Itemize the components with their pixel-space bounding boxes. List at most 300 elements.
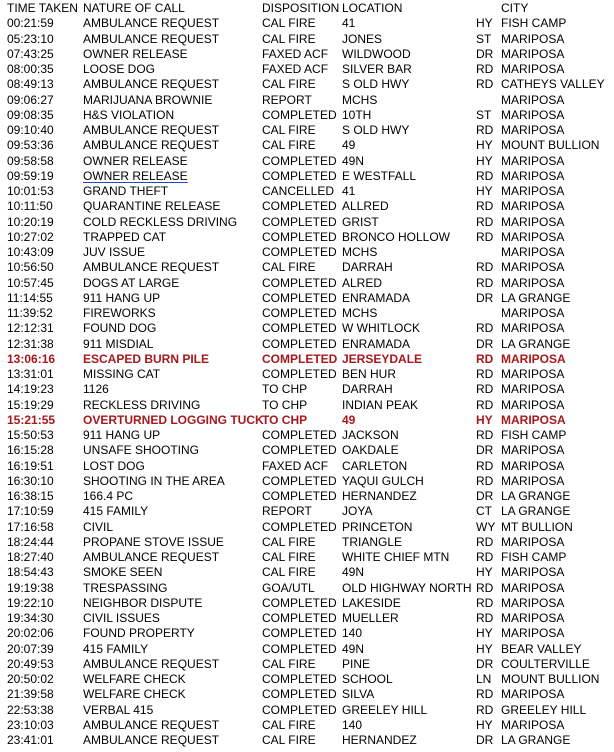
table-row xyxy=(7,398,612,413)
cell-time: 18:54:43 xyxy=(7,565,54,580)
cell-nature: 1126 xyxy=(83,382,109,397)
cell-city: MARIPOSA xyxy=(501,62,565,76)
table-row xyxy=(7,199,612,214)
cell-suffix: RD xyxy=(476,473,494,488)
cell-city: MARIPOSA xyxy=(501,397,565,412)
cell-time: 13:06:16 xyxy=(7,351,56,366)
cell-nature: GRAND THEFT xyxy=(83,184,169,198)
cell-location: 41 xyxy=(342,184,356,198)
table-row xyxy=(7,352,612,367)
cell-time: 09:10:40 xyxy=(7,123,54,137)
cell-location: MUELLER xyxy=(342,611,399,625)
cell-city: MARIPOSA xyxy=(501,153,565,168)
table-row xyxy=(7,291,612,306)
table-row xyxy=(7,565,612,580)
cell-nature: WELFARE CHECK xyxy=(83,672,186,686)
cell-city: MARIPOSA xyxy=(501,565,565,580)
cell-disposition: CAL FIRE xyxy=(262,123,316,137)
table-row xyxy=(7,337,612,352)
cell-location: 41 xyxy=(342,16,356,31)
cell-city: LA GRANGE xyxy=(501,336,571,351)
table-row xyxy=(7,367,612,382)
cell-nature: 911 MISDIAL xyxy=(83,336,154,351)
cell-city: MARIPOSA xyxy=(501,443,565,458)
cell-suffix: LN xyxy=(476,672,492,686)
cell-suffix: CT xyxy=(476,504,492,519)
cell-city: MARIPOSA xyxy=(501,107,565,122)
cell-disposition: COMPLETED xyxy=(262,519,337,534)
cell-suffix: RD xyxy=(476,62,494,76)
table-row xyxy=(7,154,612,169)
cell-nature: OWNER RELEASE xyxy=(83,46,188,61)
cell-city: MARIPOSA xyxy=(501,214,565,229)
cell-nature: AMBULANCE REQUEST xyxy=(83,733,220,747)
cell-nature: H&S VIOLATION xyxy=(83,107,175,122)
cell-city: LA GRANGE xyxy=(501,733,571,747)
cell-disposition: COMPLETED xyxy=(262,336,337,351)
cell-time: 19:19:38 xyxy=(7,580,54,595)
cell-disposition: COMPLETED xyxy=(262,153,337,168)
cell-suffix: ST xyxy=(476,31,492,46)
cell-location: MCHS xyxy=(342,92,378,107)
cell-city: LA GRANGE xyxy=(501,489,571,503)
cell-time: 11:39:52 xyxy=(7,306,53,320)
table-row xyxy=(7,520,612,535)
cell-disposition: REPORT xyxy=(262,92,312,107)
cell-suffix: RD xyxy=(476,397,494,412)
cell-disposition: COMPLETED xyxy=(262,611,337,625)
cell-city: MARIPOSA xyxy=(501,31,565,46)
call-log-table xyxy=(7,1,612,748)
cell-location: ALLRED xyxy=(342,199,389,214)
table-row xyxy=(7,687,612,702)
cell-nature: 415 FAMILY xyxy=(83,641,149,656)
cell-suffix: DR xyxy=(476,336,494,351)
cell-time: 22:53:38 xyxy=(7,702,54,717)
cell-suffix: RD xyxy=(476,702,494,717)
table-row xyxy=(7,123,612,138)
cell-location: GREELEY HILL xyxy=(342,702,428,717)
table-row xyxy=(7,215,612,230)
table-row xyxy=(7,382,612,397)
table-row xyxy=(7,230,612,245)
cell-suffix: HY xyxy=(476,717,493,732)
cell-disposition: CAL FIRE xyxy=(262,733,316,747)
table-row xyxy=(7,581,612,596)
cell-suffix: RD xyxy=(476,123,494,137)
cell-disposition: COMPLETED xyxy=(262,107,337,122)
cell-suffix: RD xyxy=(476,687,494,702)
table-row xyxy=(7,93,612,108)
cell-time: 15:50:53 xyxy=(7,428,54,442)
cell-nature: WELFARE CHECK xyxy=(83,687,186,702)
cell-disposition: COMPLETED xyxy=(262,367,337,381)
cell-city: MARIPOSA xyxy=(501,687,565,702)
cell-suffix: RD xyxy=(476,275,494,290)
cell-city: MARIPOSA xyxy=(501,321,565,336)
cell-disposition: CAL FIRE xyxy=(262,717,316,732)
cell-city: FISH CAMP xyxy=(501,428,567,442)
cell-suffix: RD xyxy=(476,229,494,244)
cell-location: LAKESIDE xyxy=(342,595,401,610)
cell-location: PRINCETON xyxy=(342,519,413,534)
cell-disposition: TO CHP xyxy=(262,382,308,397)
cell-disposition: COMPLETED xyxy=(262,351,338,366)
cell-time: 10:11:50 xyxy=(7,199,53,214)
cell-nature: TRESPASSING xyxy=(83,580,168,595)
cell-suffix: WY xyxy=(476,519,496,534)
table-row xyxy=(7,703,612,718)
cell-location: 49 xyxy=(342,412,356,427)
cell-city: MARIPOSA xyxy=(501,306,565,320)
cell-location: S OLD HWY xyxy=(342,123,410,137)
table-row xyxy=(7,47,612,62)
cell-time: 08:49:13 xyxy=(7,77,54,92)
cell-disposition: COMPLETED xyxy=(262,229,337,244)
cell-nature: LOOSE DOG xyxy=(83,62,156,76)
cell-time: 13:31:01 xyxy=(7,367,54,381)
header-disposition: DISPOSITION xyxy=(262,1,340,15)
cell-disposition: COMPLETED xyxy=(262,641,337,656)
cell-nature: RECKLESS DRIVING xyxy=(83,397,201,412)
cell-location: 49N xyxy=(342,153,365,168)
cell-location: 49N xyxy=(342,641,365,656)
cell-city: MARIPOSA xyxy=(501,580,565,595)
table-row xyxy=(7,718,612,733)
cell-city: MARIPOSA xyxy=(501,245,565,259)
cell-location: OAKDALE xyxy=(342,443,399,458)
cell-nature: AMBULANCE REQUEST xyxy=(83,77,220,92)
table-row xyxy=(7,77,612,92)
cell-location: E WESTFALL xyxy=(342,168,417,183)
cell-location: JERSEYDALE xyxy=(342,351,423,366)
table-row xyxy=(7,16,612,31)
cell-city: MARIPOSA xyxy=(501,412,566,427)
cell-time: 16:15:28 xyxy=(7,443,54,458)
cell-location: CARLETON xyxy=(342,458,408,473)
cell-suffix: RD xyxy=(476,428,494,442)
cell-location: HERNANDEZ xyxy=(342,489,417,503)
cell-disposition: COMPLETED xyxy=(262,290,337,305)
table-row xyxy=(7,245,612,260)
cell-time: 07:43:25 xyxy=(7,46,54,61)
cell-city: MOUNT BULLION xyxy=(501,672,600,686)
cell-city: MARIPOSA xyxy=(501,367,565,381)
cell-suffix: HY xyxy=(476,565,493,580)
table-row xyxy=(7,642,612,657)
cell-suffix: DR xyxy=(476,656,494,671)
cell-location: 49N xyxy=(342,565,365,580)
cell-nature: 166.4 PC xyxy=(83,489,134,503)
cell-location: OLD HIGHWAY NORTH xyxy=(342,580,472,595)
cell-location: GRIST xyxy=(342,214,379,229)
cell-location: SILVA xyxy=(342,687,375,702)
cell-location: SILVER BAR xyxy=(342,62,412,76)
cell-disposition: FAXED ACF xyxy=(262,46,329,61)
cell-nature: SHOOTING IN THE AREA xyxy=(83,473,225,488)
cell-disposition: COMPLETED xyxy=(262,168,337,183)
cell-nature: PROPANE STOVE ISSUE xyxy=(83,534,224,549)
cell-disposition: TO CHP xyxy=(262,397,308,412)
cell-city: CATHEYS VALLEY xyxy=(501,77,605,92)
cell-disposition: CAL FIRE xyxy=(262,16,316,31)
cell-time: 21:39:58 xyxy=(7,687,54,702)
cell-suffix: ST xyxy=(476,107,492,122)
cell-nature: AMBULANCE REQUEST xyxy=(83,656,220,671)
cell-location: WHITE CHIEF MTN xyxy=(342,550,450,564)
cell-nature: OWNER RELEASE xyxy=(83,168,188,183)
cell-time: 17:10:59 xyxy=(7,504,54,519)
table-row xyxy=(7,321,612,336)
cell-suffix: RD xyxy=(476,168,494,183)
cell-location: BEN HUR xyxy=(342,367,397,381)
cell-disposition: CAL FIRE xyxy=(262,656,316,671)
cell-disposition: COMPLETED xyxy=(262,672,337,686)
header-city: CITY xyxy=(501,1,529,15)
cell-nature: 911 HANG UP xyxy=(83,290,161,305)
cell-time: 12:31:38 xyxy=(7,336,54,351)
cell-city: FISH CAMP xyxy=(501,550,567,564)
cell-disposition: COMPLETED xyxy=(262,595,337,610)
cell-location: DARRAH xyxy=(342,382,393,397)
cell-suffix: DR xyxy=(476,46,494,61)
cell-nature: AMBULANCE REQUEST xyxy=(83,31,220,46)
table-row xyxy=(7,169,612,184)
cell-time: 10:20:19 xyxy=(7,214,54,229)
cell-suffix: HY xyxy=(476,626,493,641)
cell-nature: FOUND PROPERTY xyxy=(83,626,195,641)
header-time: TIME TAKEN xyxy=(7,1,78,15)
table-row xyxy=(7,672,612,687)
cell-disposition: CAL FIRE xyxy=(262,550,316,564)
cell-time: 15:19:29 xyxy=(7,397,54,412)
cell-suffix: HY xyxy=(476,641,493,656)
cell-time: 10:01:53 xyxy=(7,184,54,198)
cell-disposition: COMPLETED xyxy=(262,443,337,458)
cell-location: INDIAN PEAK xyxy=(342,397,419,412)
cell-nature: MARIJUANA BROWNIE xyxy=(83,92,213,107)
cell-suffix: DR xyxy=(476,733,494,747)
cell-city: MARIPOSA xyxy=(501,382,565,397)
cell-disposition: COMPLETED xyxy=(262,245,337,259)
cell-city: MARIPOSA xyxy=(501,123,565,137)
cell-nature: OWNER RELEASE xyxy=(83,153,188,168)
cell-disposition: CANCELLED xyxy=(262,184,335,198)
cell-disposition: COMPLETED xyxy=(262,702,337,717)
cell-suffix: HY xyxy=(476,16,493,31)
cell-city: MARIPOSA xyxy=(501,46,565,61)
cell-disposition: CAL FIRE xyxy=(262,565,316,580)
cell-disposition: COMPLETED xyxy=(262,626,337,641)
cell-suffix: DR xyxy=(476,489,494,503)
cell-suffix: RD xyxy=(476,77,494,92)
cell-disposition: COMPLETED xyxy=(262,214,337,229)
cell-location: 10TH xyxy=(342,107,372,122)
cell-disposition: CAL FIRE xyxy=(262,138,316,153)
cell-time: 20:50:02 xyxy=(7,672,54,686)
cell-suffix: RD xyxy=(476,550,494,564)
cell-time: 10:56:50 xyxy=(7,260,54,275)
table-row xyxy=(7,596,612,611)
cell-city: MARIPOSA xyxy=(501,473,565,488)
cell-time: 10:57:45 xyxy=(7,275,54,290)
cell-location: ENRAMADA xyxy=(342,336,411,351)
cell-nature: AMBULANCE REQUEST xyxy=(83,550,220,564)
cell-city: BEAR VALLEY xyxy=(501,641,582,656)
cell-nature: NEIGHBOR DISPUTE xyxy=(83,595,203,610)
cell-time: 19:34:30 xyxy=(7,611,54,625)
cell-time: 12:12:31 xyxy=(7,321,54,336)
cell-city: MARIPOSA xyxy=(501,168,565,183)
table-row xyxy=(7,489,612,504)
cell-time: 19:22:10 xyxy=(7,595,54,610)
cell-nature: FIREWORKS xyxy=(83,306,156,320)
cell-nature: UNSAFE SHOOTING xyxy=(83,443,200,458)
table-row xyxy=(7,550,612,565)
cell-time: 15:21:55 xyxy=(7,412,56,427)
cell-suffix: RD xyxy=(476,458,494,473)
cell-disposition: CAL FIRE xyxy=(262,534,316,549)
cell-location: 49 xyxy=(342,138,356,153)
cell-location: JONES xyxy=(342,31,383,46)
cell-location: WILDWOOD xyxy=(342,46,411,61)
cell-time: 00:21:59 xyxy=(7,16,54,31)
cell-disposition: TO CHP xyxy=(262,412,308,427)
cell-location: 140 xyxy=(342,626,363,641)
table-row xyxy=(7,108,612,123)
table-row xyxy=(7,306,612,321)
cell-suffix: DR xyxy=(476,443,494,458)
cell-nature: DOGS AT LARGE xyxy=(83,275,180,290)
cell-time: 05:23:10 xyxy=(7,31,54,46)
header-row xyxy=(7,1,612,16)
cell-location: ENRAMADA xyxy=(342,290,411,305)
table-row xyxy=(7,443,612,458)
cell-disposition: GOA/UTL xyxy=(262,580,315,595)
cell-disposition: CAL FIRE xyxy=(262,260,316,275)
cell-nature: 415 FAMILY xyxy=(83,504,149,519)
cell-nature: CIVIL xyxy=(83,519,114,534)
cell-location: ALRED xyxy=(342,275,383,290)
table-row xyxy=(7,138,612,153)
header-location: LOCATION xyxy=(342,1,403,15)
cell-time: 20:07:39 xyxy=(7,641,54,656)
cell-disposition: COMPLETED xyxy=(262,321,337,336)
cell-location: MCHS xyxy=(342,306,378,320)
cell-nature: MISSING CAT xyxy=(83,367,161,381)
cell-time: 10:43:09 xyxy=(7,245,54,259)
table-row xyxy=(7,474,612,489)
cell-suffix: HY xyxy=(476,138,493,153)
cell-location: 140 xyxy=(342,717,363,732)
cell-time: 16:19:51 xyxy=(7,458,54,473)
cell-nature: AMBULANCE REQUEST xyxy=(83,16,220,31)
cell-disposition: COMPLETED xyxy=(262,473,337,488)
cell-time: 17:16:58 xyxy=(7,519,54,534)
cell-city: MARIPOSA xyxy=(501,611,565,625)
cell-time: 18:24:44 xyxy=(7,534,54,549)
cell-disposition: COMPLETED xyxy=(262,275,337,290)
cell-nature: AMBULANCE REQUEST xyxy=(83,138,220,153)
cell-time: 16:30:10 xyxy=(7,473,54,488)
cell-city: MARIPOSA xyxy=(501,534,565,549)
cell-suffix: RD xyxy=(476,367,494,381)
cell-nature: OVERTURNED LOGGING TUCK xyxy=(83,412,264,427)
cell-nature: JUV ISSUE xyxy=(83,245,146,259)
cell-nature: LOST DOG xyxy=(83,458,145,473)
cell-disposition: COMPLETED xyxy=(262,428,337,442)
cell-suffix: RD xyxy=(476,214,494,229)
cell-location: DARRAH xyxy=(342,260,393,275)
cell-time: 18:27:40 xyxy=(7,550,54,564)
cell-nature: VERBAL 415 xyxy=(83,702,154,717)
cell-time: 23:41:01 xyxy=(7,733,54,747)
cell-city: MARIPOSA xyxy=(501,351,566,366)
cell-nature: COLD RECKLESS DRIVING xyxy=(83,214,238,229)
cell-suffix: RD xyxy=(476,321,494,336)
cell-suffix: RD xyxy=(476,534,494,549)
cell-location: HERNANDEZ xyxy=(342,733,417,747)
cell-suffix: RD xyxy=(476,351,494,366)
cell-suffix: HY xyxy=(476,412,493,427)
cell-time: 20:02:06 xyxy=(7,626,54,641)
cell-city: GREELEY HILL xyxy=(501,702,587,717)
cell-time: 16:38:15 xyxy=(7,489,54,503)
cell-time: 09:08:35 xyxy=(7,107,54,122)
table-row xyxy=(7,428,612,443)
cell-nature: QUARANTINE RELEASE xyxy=(83,199,221,214)
cell-city: MARIPOSA xyxy=(501,184,565,198)
cell-city: MARIPOSA xyxy=(501,260,565,275)
cell-suffix: HY xyxy=(476,184,493,198)
table-row xyxy=(7,733,612,748)
cell-location: S OLD HWY xyxy=(342,77,410,92)
cell-disposition: FAXED ACF xyxy=(262,458,329,473)
table-row xyxy=(7,260,612,275)
cell-nature: TRAPPED CAT xyxy=(83,229,167,244)
cell-location: TRIANGLE xyxy=(342,534,403,549)
table-row xyxy=(7,413,612,428)
cell-location: BRONCO HOLLOW xyxy=(342,229,451,244)
table-row xyxy=(7,657,612,672)
cell-city: COULTERVILLE xyxy=(501,656,590,671)
cell-city: MOUNT BULLION xyxy=(501,138,600,153)
cell-time: 20:49:53 xyxy=(7,656,54,671)
cell-city: MARIPOSA xyxy=(501,92,565,107)
cell-time: 23:10:03 xyxy=(7,717,54,732)
table-row xyxy=(7,62,612,77)
cell-city: MARIPOSA xyxy=(501,626,565,641)
cell-suffix: RD xyxy=(476,199,494,214)
cell-suffix: RD xyxy=(476,580,494,595)
cell-suffix: RD xyxy=(476,382,494,397)
cell-city: MARIPOSA xyxy=(501,717,565,732)
table-row xyxy=(7,535,612,550)
cell-city: MARIPOSA xyxy=(501,199,565,214)
cell-nature: 911 HANG UP xyxy=(83,428,161,442)
cell-suffix: HY xyxy=(476,153,493,168)
cell-city: LA GRANGE xyxy=(501,290,571,305)
header-nature: NATURE OF CALL xyxy=(83,1,185,15)
cell-disposition: REPORT xyxy=(262,504,312,519)
cell-location: MCHS xyxy=(342,245,378,259)
cell-disposition: COMPLETED xyxy=(262,687,337,702)
table-row xyxy=(7,626,612,641)
cell-city: FISH CAMP xyxy=(501,16,567,31)
cell-suffix: RD xyxy=(476,611,494,625)
cell-time: 10:27:02 xyxy=(7,229,54,244)
cell-disposition: CAL FIRE xyxy=(262,31,316,46)
